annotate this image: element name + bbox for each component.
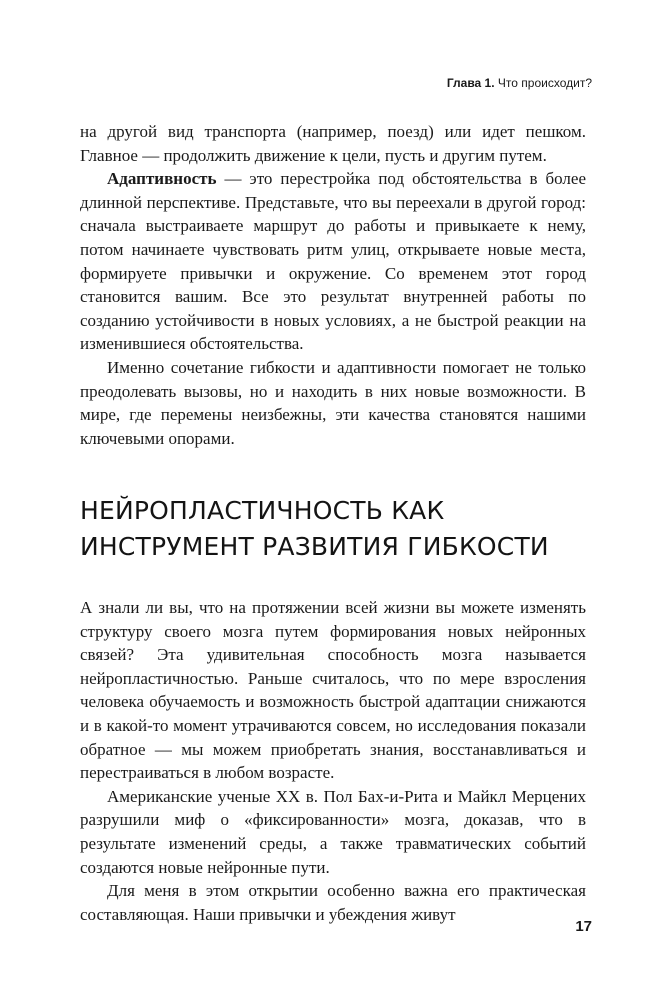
paragraph-practical: Для меня в этом открытии особенно важна его практическая составляющая. Наши привычки и убеждения живут <box>80 881 586 924</box>
section-heading-line-1: НЕЙРОПЛАСТИЧНОСТЬ КАК <box>80 496 445 525</box>
page-number: 17 <box>575 918 592 935</box>
section-heading <box>80 493 600 565</box>
paragraph-continuation: на другой вид транспорта (например, поезд) или идет пешком. Главное — продолжить движение к цели, пусть и другим путем. <box>80 122 586 165</box>
running-head-title: Что происходит? <box>497 76 592 90</box>
paragraph-scientists: Американские ученые XX в. Пол Бах-и-Рита и Майкл Мерцених разрушили миф о «фиксированности» мозга, доказав, что в результате изменений среды, а также травматических событий создаются новые нейронные пути. <box>80 786 586 877</box>
paragraph-neuroplasticity: А знали ли вы, что на протяжении всей жизни вы можете изменять структуру своего мозга путем формирования новых нейронных связей? Эта удивительная способность мозга называется нейропластичностью. Раньше считалось, что по мере взросления человека обучаемость и возможность быстрой адаптации снижаются и в какой-то момент утрачиваются совсем, но исследования показали обратное — мы можем приобретать знания, восстанавливаться и перестраиваться в любом возрасте. <box>80 598 586 783</box>
section-heading-line-2: ИНСТРУМЕНТ РАЗВИТИЯ ГИБКОСТИ <box>80 532 549 561</box>
body-text-bottom <box>80 596 586 926</box>
running-head <box>447 76 592 90</box>
term-adaptivity: Адаптивность <box>107 169 217 189</box>
paragraph-combination: Именно сочетание гибкости и адаптивности помогает не только преодолевать вызовы, но и находить в них новые возможности. В мире, где перемены неизбежны, эти качества становятся нашими ключевыми опорами. <box>80 357 586 448</box>
paragraph-adaptivity <box>80 167 586 356</box>
paragraph-adaptivity-text: — это перестройка под обстоятельства в более длинной перспективе. Представьте, что вы переехали в другой город: сначала выстраиваете маршрут до работы и привыкаете к нему, потом начинаете чувствовать ритм улиц, открываете новые места, формируете привычки и окружение. Со временем этот город становится вашим. Все это результат внутренней работы по созданию устойчивости в новых условиях, а не быстрой реакции на изменившиеся обстоятельства. <box>80 169 586 354</box>
running-head-chapter: Глава 1. <box>446 76 495 90</box>
body-text-top <box>80 120 586 450</box>
